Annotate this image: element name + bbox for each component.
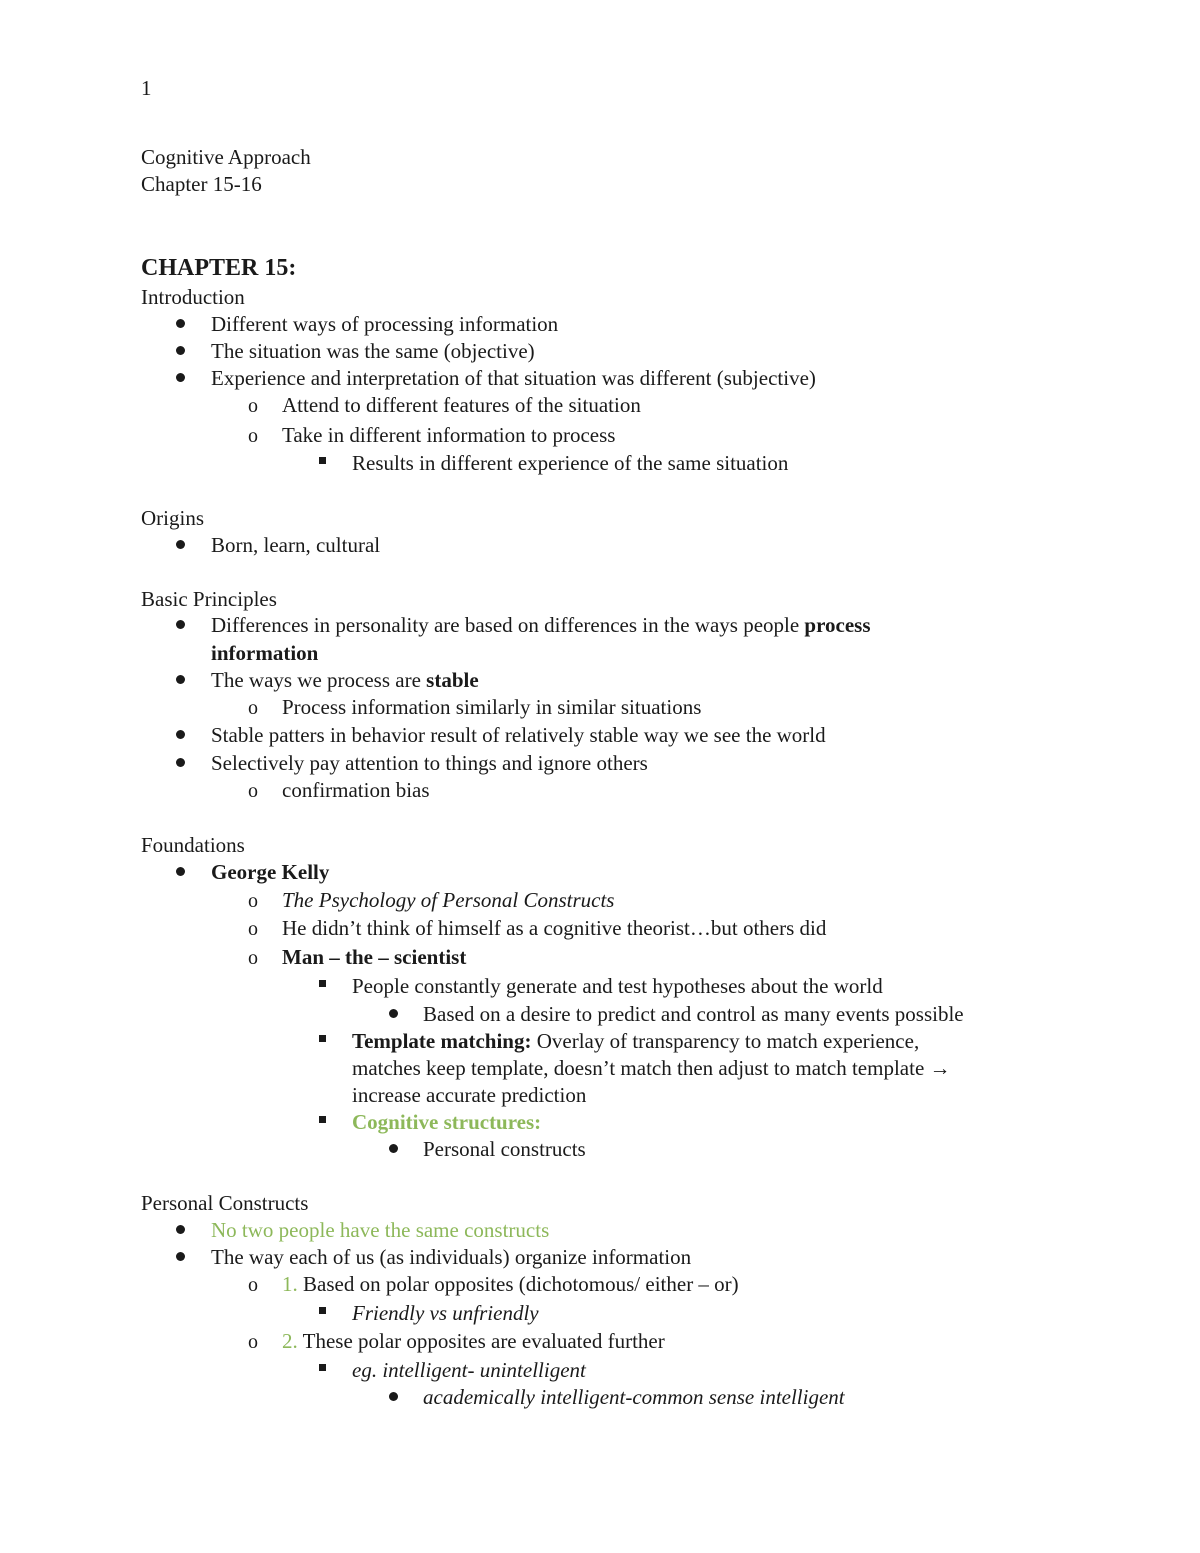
bullet-disc — [176, 540, 185, 549]
list-item: confirmation bias — [282, 778, 430, 802]
list-item: Born, learn, cultural — [211, 533, 381, 557]
list-item — [211, 670, 479, 691]
bullet-square — [319, 1364, 326, 1371]
list-item: The situation was the same (objective) — [211, 339, 535, 363]
bullet-disc — [176, 675, 185, 684]
list-item-continuation: increase accurate prediction — [352, 1083, 587, 1107]
bullet-disc — [176, 1225, 185, 1234]
list-item: No two people have the same constructs — [211, 1218, 550, 1242]
bullet-circle: o — [248, 890, 258, 912]
bullet-disc — [176, 730, 185, 739]
list-number: 2. — [282, 1329, 298, 1353]
list-item: The way each of us (as individuals) organize information — [211, 1245, 692, 1269]
emphasis-text: information — [211, 641, 319, 665]
list-item: George Kelly — [211, 860, 330, 884]
bullet-square — [319, 980, 326, 987]
list-item: Process information similarly in similar situations — [282, 695, 702, 719]
bullet-disc — [389, 1392, 398, 1401]
list-item — [352, 1031, 919, 1052]
bullet-disc — [389, 1009, 398, 1018]
section-heading-personal-constructs: Personal Constructs — [141, 1191, 309, 1215]
list-item: He didn’t think of himself as a cognitive theorist…but others did — [282, 916, 827, 940]
list-item: The Psychology of Personal Constructs — [282, 888, 615, 912]
document-subtitle: Chapter 15-16 — [141, 172, 262, 196]
emphasis-text: Template matching: — [352, 1029, 532, 1053]
list-item: Selectively pay attention to things and ignore others — [211, 751, 648, 775]
section-heading-introduction: Introduction — [141, 285, 245, 309]
bullet-square — [319, 457, 326, 464]
list-item: Friendly vs unfriendly — [352, 1301, 539, 1325]
bullet-circle: o — [248, 425, 258, 447]
bullet-disc — [176, 758, 185, 767]
list-item-text: These polar opposites are evaluated further — [297, 1329, 665, 1353]
list-item: Different ways of processing information — [211, 312, 559, 336]
bullet-square — [319, 1035, 326, 1042]
section-heading-origins: Origins — [141, 506, 204, 530]
bullet-circle: o — [248, 1331, 258, 1353]
bullet-disc — [176, 319, 185, 328]
bullet-circle: o — [248, 947, 258, 969]
emphasis-text: stable — [426, 668, 479, 692]
list-item: Attend to different features of the situation — [282, 393, 641, 417]
list-item-text: The ways we process are — [211, 668, 427, 692]
bullet-square — [319, 1307, 326, 1314]
section-heading-basic-principles: Basic Principles — [141, 587, 277, 611]
document-title: Cognitive Approach — [141, 145, 311, 169]
list-item — [282, 1274, 739, 1295]
list-item-text: Based on polar opposites (dichotomous/ either – or) — [297, 1272, 739, 1296]
list-item: Based on a desire to predict and control as many events possible — [423, 1002, 964, 1026]
bullet-disc — [176, 620, 185, 629]
bullet-disc — [176, 1252, 185, 1261]
bullet-circle: o — [248, 697, 258, 719]
list-item — [282, 1331, 665, 1352]
bullet-disc — [176, 867, 185, 876]
bullet-circle: o — [248, 1274, 258, 1296]
bullet-disc — [176, 373, 185, 382]
bullet-circle: o — [248, 780, 258, 802]
page-number: 1 — [141, 76, 152, 100]
list-number: 1. — [282, 1272, 298, 1296]
chapter-heading: CHAPTER 15: — [141, 255, 297, 281]
list-item-text: Differences in personality are based on differences in the ways people — [211, 613, 805, 637]
section-heading-foundations: Foundations — [141, 833, 245, 857]
list-item — [211, 615, 871, 636]
bullet-square — [319, 1116, 326, 1123]
bullet-disc — [176, 346, 185, 355]
list-item: Man – the – scientist — [282, 945, 467, 969]
list-item: Experience and interpretation of that situation was different (subjective) — [211, 366, 816, 390]
list-item: eg. intelligent- unintelligent — [352, 1358, 586, 1382]
list-item: People constantly generate and test hypotheses about the world — [352, 974, 883, 998]
emphasis-text: process — [804, 613, 871, 637]
list-item-continuation: matches keep template, doesn’t match then adjust to match template → — [352, 1056, 951, 1080]
list-item: Results in different experience of the same situation — [352, 451, 789, 475]
list-item: Cognitive structures: — [352, 1110, 542, 1134]
list-item: Stable patters in behavior result of relatively stable way we see the world — [211, 723, 826, 747]
list-item: academically intelligent-common sense intelligent — [423, 1385, 845, 1409]
list-item: Take in different information to process — [282, 423, 616, 447]
bullet-disc — [389, 1144, 398, 1153]
bullet-circle: o — [248, 395, 258, 417]
bullet-circle: o — [248, 918, 258, 940]
list-item: Personal constructs — [423, 1137, 586, 1161]
list-item-text: Overlay of transparency to match experience, — [531, 1029, 920, 1053]
